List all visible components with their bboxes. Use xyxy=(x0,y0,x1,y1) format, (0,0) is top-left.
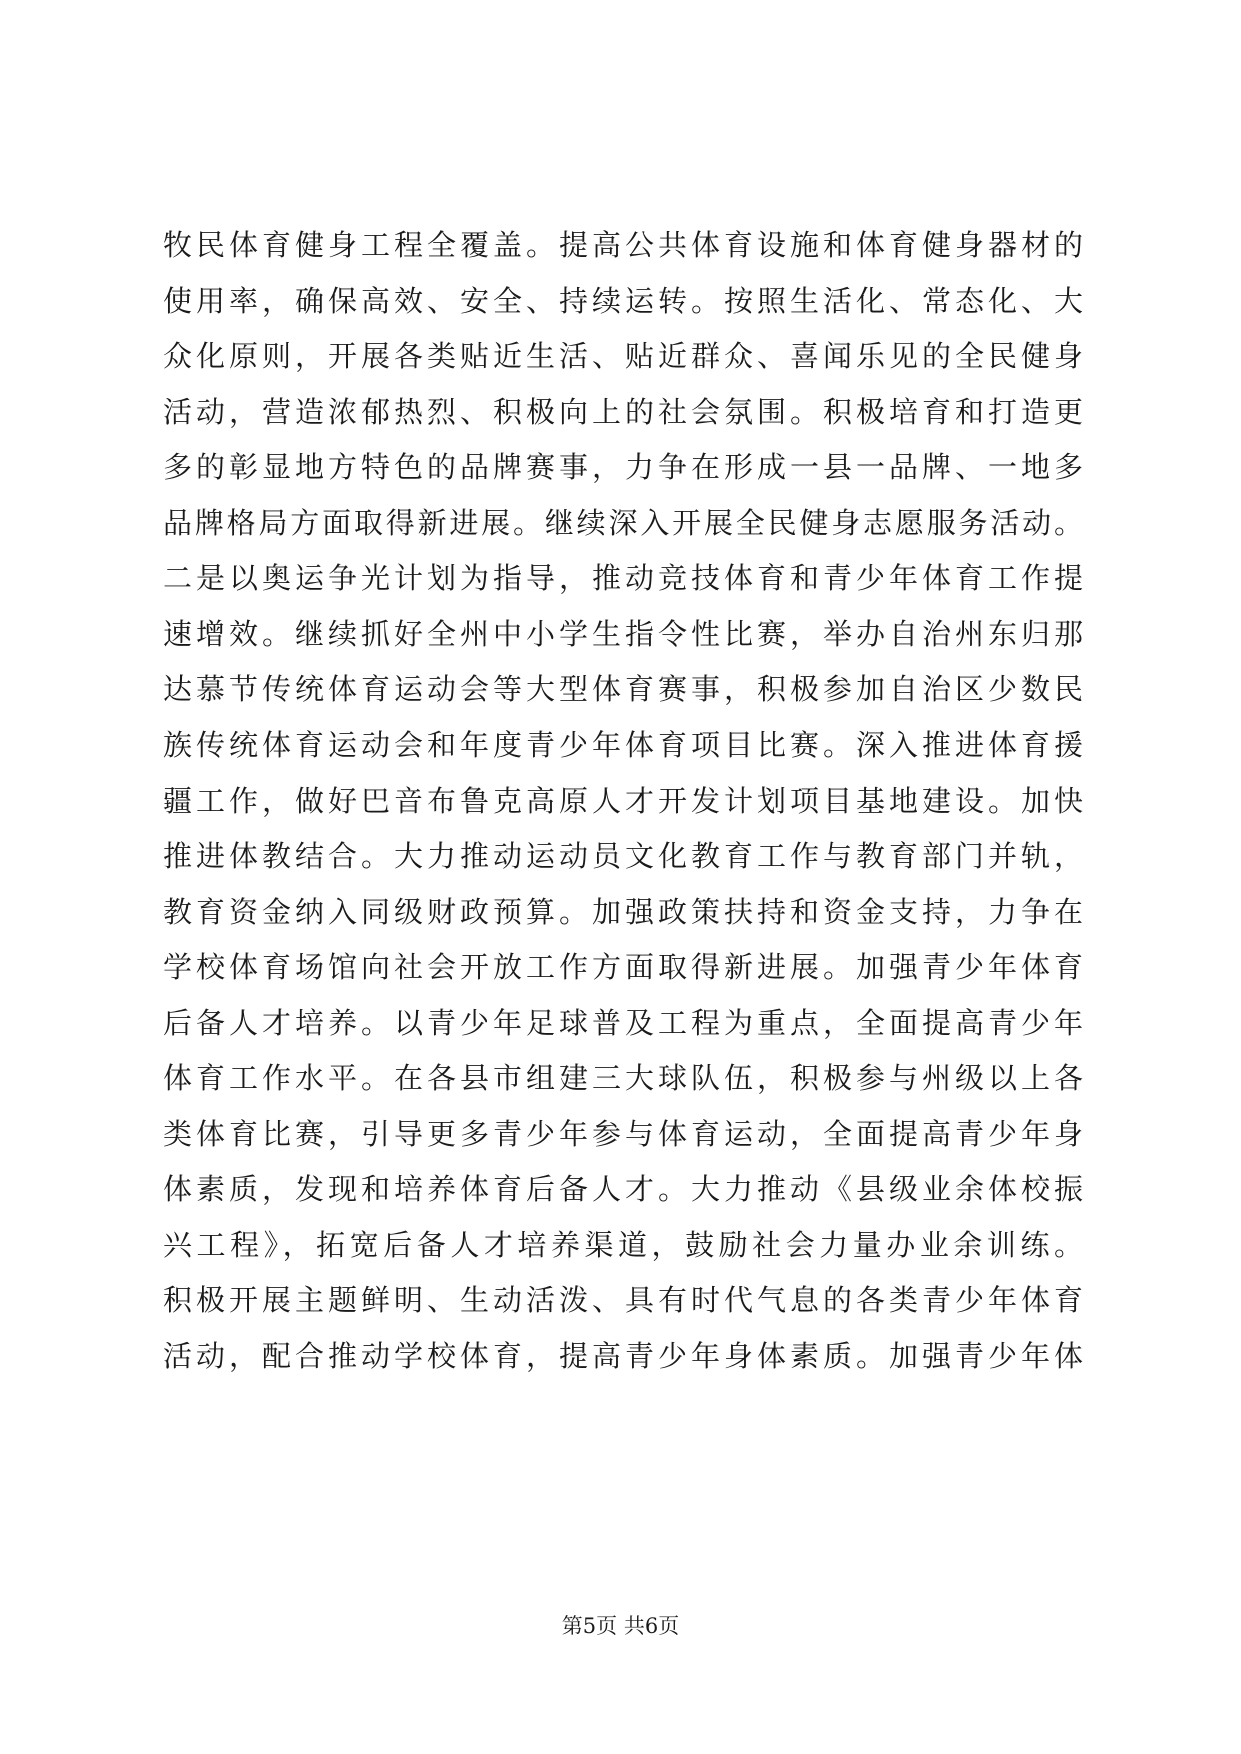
text-line: 众化原则，开展各类贴近生活、贴近群众、喜闻乐见的全民健身 xyxy=(163,339,1083,374)
text-line: 多的彰显地方特色的品牌赛事，力争在形成一县一品牌、一地多 xyxy=(163,450,1083,485)
text-line: 活动，配合推动学校体育，提高青少年身体素质。加强青少年体 xyxy=(163,1339,1083,1373)
text-line: 积极开展主题鲜明、生动活泼、具有时代气息的各类青少年体育 xyxy=(163,1283,1083,1318)
text-line: 活动，营造浓郁热烈、积极向上的社会氛围。积极培育和打造更 xyxy=(163,394,1083,429)
text-line: 使用率，确保高效、安全、持续运转。按照生活化、常态化、大 xyxy=(163,283,1083,318)
text-line: 兴工程》，拓宽后备人才培养渠道，鼓励社会力量办业余训练。 xyxy=(163,1227,1083,1262)
text-line: 达慕节传统体育运动会等大型体育赛事，积极参加自治区少数民 xyxy=(163,672,1083,707)
text-line: 品牌格局方面取得新进展。继续深入开展全民健身志愿服务活动。 xyxy=(163,505,1083,540)
text-line: 牧民体育健身工程全覆盖。提高公共体育设施和体育健身器材的 xyxy=(163,228,1083,262)
text-line: 二是以奥运争光计划为指导，推动竞技体育和青少年体育工作提 xyxy=(163,561,1083,596)
text-line: 疆工作，做好巴音布鲁克高原人才开发计划项目基地建设。加快 xyxy=(163,783,1083,818)
text-line: 体育工作水平。在各县市组建三大球队伍，积极参与州级以上各 xyxy=(163,1061,1083,1096)
text-line: 教育资金纳入同级财政预算。加强政策扶持和资金支持，力争在 xyxy=(163,894,1083,929)
page-footer: 第5页 共6页 xyxy=(561,1614,680,1638)
text-line: 体素质，发现和培养体育后备人才。大力推动《县级业余体校振 xyxy=(163,1172,1083,1207)
text-line: 类体育比赛，引导更多青少年参与体育运动，全面提高青少年身 xyxy=(163,1116,1083,1151)
text-line: 速增效。继续抓好全州中小学生指令性比赛，举办自治州东归那 xyxy=(163,616,1083,651)
text-line: 后备人才培养。以青少年足球普及工程为重点，全面提高青少年 xyxy=(163,1005,1083,1040)
text-line: 推进体教结合。大力推动运动员文化教育工作与教育部门并轨， xyxy=(163,839,1083,874)
text-line: 族传统体育运动会和年度青少年体育项目比赛。深入推进体育援 xyxy=(163,727,1083,762)
text-line: 学校体育场馆向社会开放工作方面取得新进展。加强青少年体育 xyxy=(163,950,1083,985)
